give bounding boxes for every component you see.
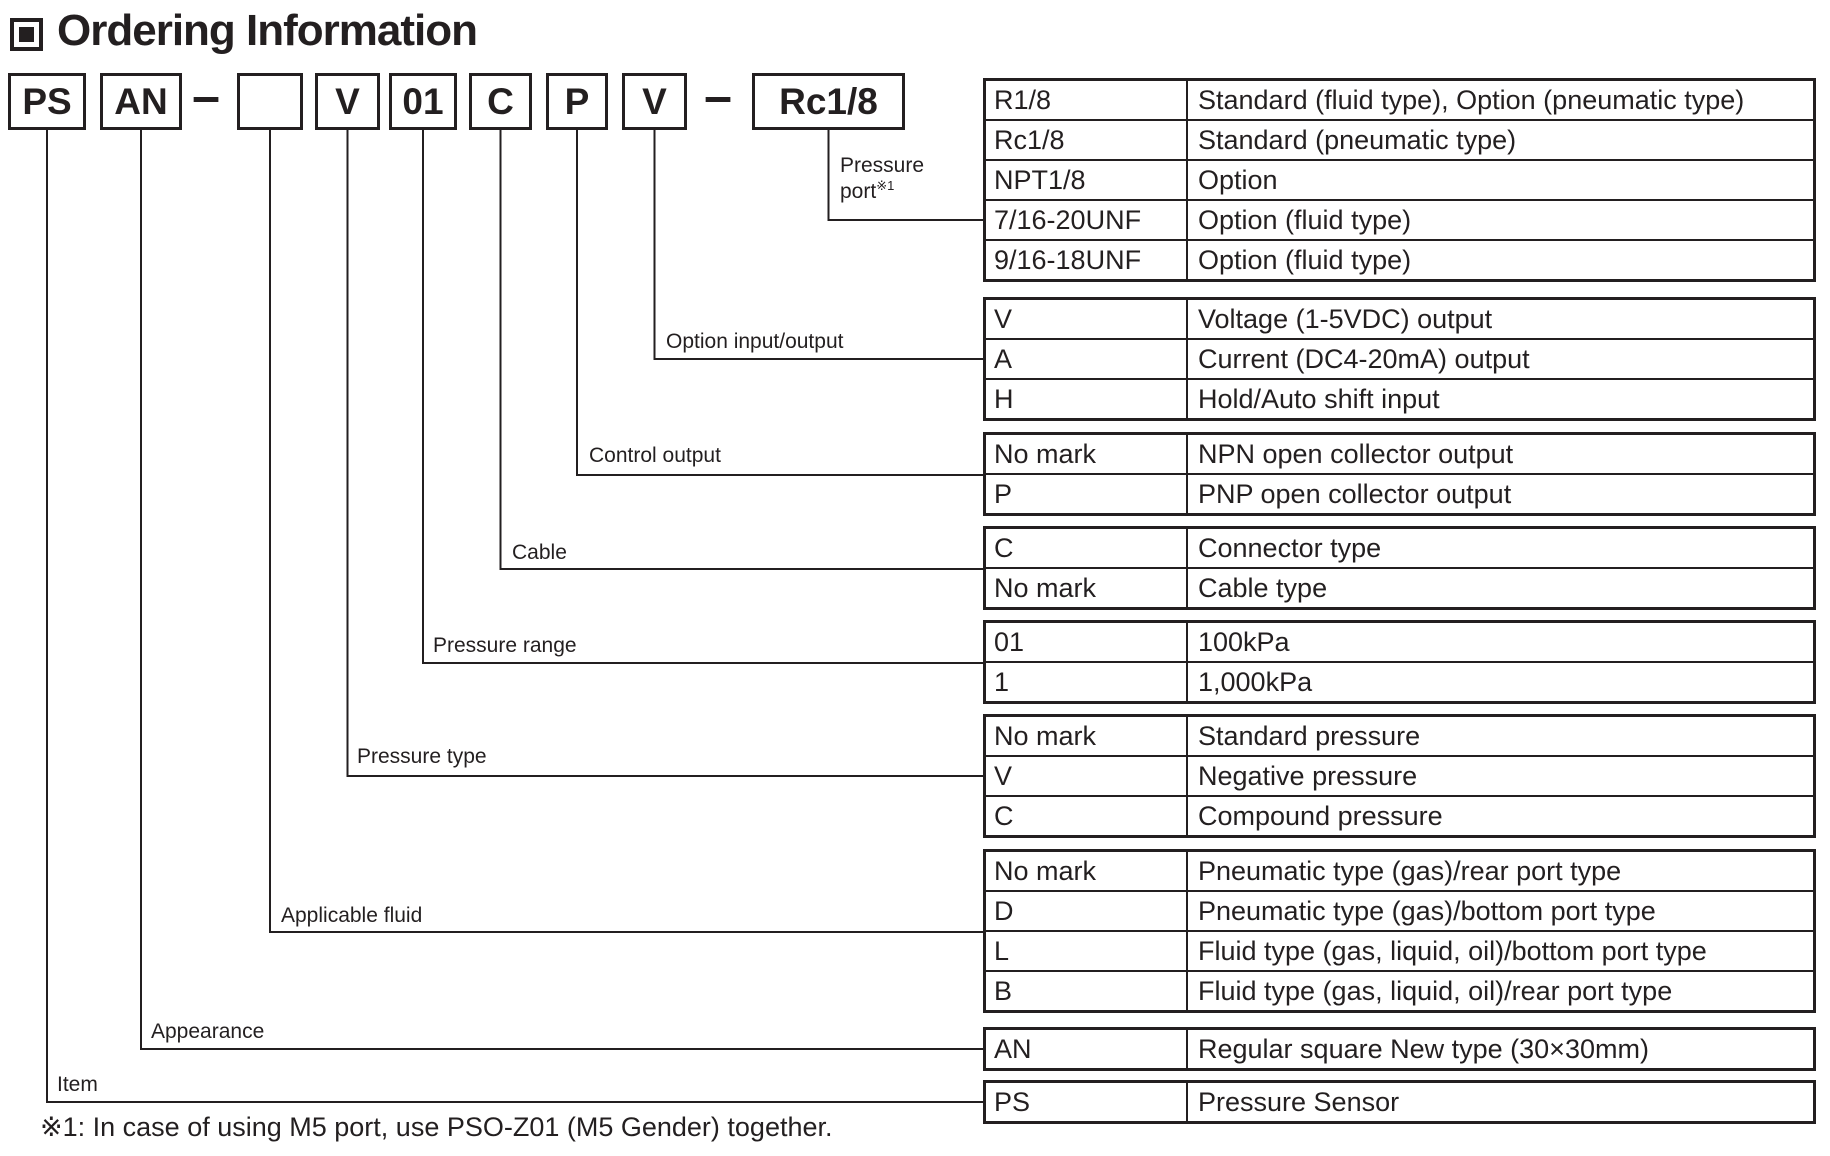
code-cell: C [985,528,1188,569]
desc-cell: Standard (fluid type), Option (pneumatic type) [1187,80,1815,121]
model-segment-pressure-range: 01 [389,73,457,130]
desc-cell: Standard (pneumatic type) [1187,120,1815,160]
model-segment-option-io: V [622,73,687,130]
table-row [985,299,1815,340]
table-row [985,474,1815,515]
table-row [985,80,1815,121]
table-row [985,339,1815,379]
table-row [985,379,1815,420]
code-cell: 01 [985,622,1188,663]
model-segment-cable: C [469,73,532,130]
option-input-output-table [983,297,1816,421]
pressure-range-label: Pressure range [433,634,577,657]
applicable-fluid-table [983,849,1816,1013]
table-row [985,1082,1815,1123]
model-segment-an: AN [100,73,182,130]
table-row [985,1029,1815,1070]
desc-cell: Negative pressure [1187,756,1815,796]
desc-cell: Regular square New type (30×30mm) [1187,1029,1815,1070]
desc-cell: Option (fluid type) [1187,200,1815,240]
pressure-type-table [983,714,1816,838]
pressure-port-label-line2: port [840,180,877,203]
pressure-type-label: Pressure type [357,745,487,768]
cable-label: Cable [512,541,567,564]
code-cell: D [985,891,1188,931]
table-row [985,160,1815,200]
connector-line [655,129,985,359]
connector-line [270,129,984,932]
code-cell: P [985,474,1188,515]
code-cell: R1/8 [985,80,1188,121]
desc-cell: Fluid type (gas, liquid, oil)/bottom port type [1187,931,1815,971]
desc-cell: Option [1187,160,1815,200]
table-row [985,891,1815,931]
desc-cell: Hold/Auto shift input [1187,379,1815,420]
table-row [985,662,1815,703]
table-row [985,851,1815,892]
cable-table [983,526,1816,610]
desc-cell: Pneumatic type (gas)/rear port type [1187,851,1815,892]
code-cell: V [985,756,1188,796]
connector-line [47,129,984,1102]
table-row [985,931,1815,971]
desc-cell: 1,000kPa [1187,662,1815,703]
code-cell: NPT1/8 [985,160,1188,200]
table-row [985,200,1815,240]
code-cell: No mark [985,716,1188,757]
desc-cell: Voltage (1-5VDC) output [1187,299,1815,340]
section-square-icon-fill [19,27,34,42]
table-row [985,240,1815,281]
code-cell: 9/16-18UNF [985,240,1188,281]
code-cell: C [985,796,1188,837]
table-row [985,716,1815,757]
code-cell: 7/16-20UNF [985,200,1188,240]
item-table [983,1080,1816,1124]
table-row [985,568,1815,609]
control-output-table [983,432,1816,516]
pressure-port-label [840,153,924,205]
code-cell: A [985,339,1188,379]
model-segment-applicable-fluid-blank [237,73,303,130]
pressure-port-table [983,78,1816,282]
code-cell: 1 [985,662,1188,703]
desc-cell: Pressure Sensor [1187,1082,1815,1123]
desc-cell: 100kPa [1187,622,1815,663]
code-cell: No mark [985,851,1188,892]
code-cell: No mark [985,568,1188,609]
desc-cell: Current (DC4-20mA) output [1187,339,1815,379]
code-cell: PS [985,1082,1188,1123]
code-cell: Rc1/8 [985,120,1188,160]
code-cell: B [985,971,1188,1012]
pressure-port-label-footnote-ref: ※1 [876,178,895,193]
model-segment-control-output: P [546,73,608,130]
desc-cell: PNP open collector output [1187,474,1815,515]
table-row [985,796,1815,837]
footnote: ※1: In case of using M5 port, use PSO-Z01 (M5 Gender) together. [40,1112,833,1142]
model-segment-pressure-type: V [315,73,380,130]
control-output-label: Control output [589,444,721,467]
desc-cell: Cable type [1187,568,1815,609]
section-header [10,6,477,56]
model-segment-dash-1: – [192,68,220,124]
table-row [985,120,1815,160]
code-cell: H [985,379,1188,420]
appearance-label: Appearance [151,1020,265,1043]
model-segment-pressure-port: Rc1/8 [752,73,905,130]
connector-line [141,129,984,1049]
table-row [985,971,1815,1012]
pressure-port-label-line1: Pressure [840,154,925,177]
table-row [985,756,1815,796]
section-square-icon [10,18,43,51]
pressure-range-table [983,620,1816,704]
model-segment-ps: PS [8,73,86,130]
option-input-output-label: Option input/output [666,330,844,353]
code-cell: L [985,931,1188,971]
connector-line [423,129,984,663]
desc-cell: Pneumatic type (gas)/bottom port type [1187,891,1815,931]
table-row [985,434,1815,475]
desc-cell: Fluid type (gas, liquid, oil)/rear port type [1187,971,1815,1012]
item-label: Item [57,1073,98,1096]
code-cell: AN [985,1029,1188,1070]
applicable-fluid-label: Applicable fluid [281,904,423,927]
page-title: Ordering Information [57,6,477,55]
table-row [985,528,1815,569]
desc-cell: Compound pressure [1187,796,1815,837]
model-segment-dash-2: – [704,68,732,124]
desc-cell: Connector type [1187,528,1815,569]
code-cell: No mark [985,434,1188,475]
desc-cell: Option (fluid type) [1187,240,1815,281]
code-cell: V [985,299,1188,340]
desc-cell: NPN open collector output [1187,434,1815,475]
appearance-table [983,1027,1816,1071]
desc-cell: Standard pressure [1187,716,1815,757]
table-row [985,622,1815,663]
